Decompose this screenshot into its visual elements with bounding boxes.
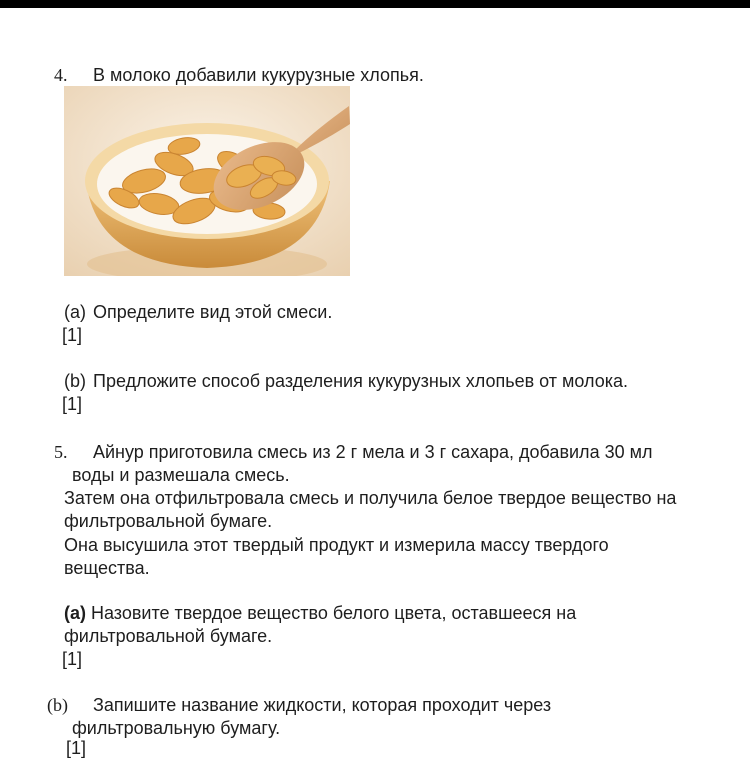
cornflakes-bowl-photo — [64, 86, 350, 276]
q5-line3: Затем она отфильтровала смесь и получила белое твердое вещество на — [64, 488, 677, 508]
q4a-label: (a) — [64, 302, 86, 322]
q5-line2: воды и размешала смесь. — [72, 465, 290, 485]
q4-prompt: В молоко добавили кукурузные хлопья. — [93, 65, 424, 85]
q5b-line2: фильтровальную бумагу. — [72, 718, 281, 738]
q4a-text: Определите вид этой смеси. — [93, 302, 333, 322]
q5-line4: фильтровальной бумаге. — [64, 511, 273, 531]
q4b-text: Предложите способ разделения кукурузных хлопьев от молока. — [93, 371, 629, 391]
q5b-label: (b) — [47, 695, 68, 715]
q5-line1: Айнур приготовила смесь из 2 г мела и 3 г сахара, добавила 30 мл — [93, 442, 653, 462]
q5-number: 5. — [54, 442, 68, 462]
q4b-label: (b) — [64, 371, 86, 391]
q5b-mark: [1] — [66, 738, 87, 758]
q4a-mark: [1] — [62, 325, 83, 345]
q5a-line2: фильтровальной бумаге. — [64, 626, 273, 646]
q5a-mark: [1] — [62, 649, 83, 669]
q4b-mark: [1] — [62, 394, 83, 414]
top-bar — [0, 0, 750, 8]
q5a-label: (a) — [64, 603, 86, 623]
q5-line5: Она высушила этот твердый продукт и измерила массу твердого — [64, 535, 609, 555]
q5b-line1: Запишите название жидкости, которая проходит через — [93, 695, 552, 715]
q5-line6: вещества. — [64, 558, 150, 578]
q5a-line1: Назовите твердое вещество белого цвета, оставшееся на — [91, 603, 577, 623]
q4-number: 4. — [54, 65, 68, 85]
